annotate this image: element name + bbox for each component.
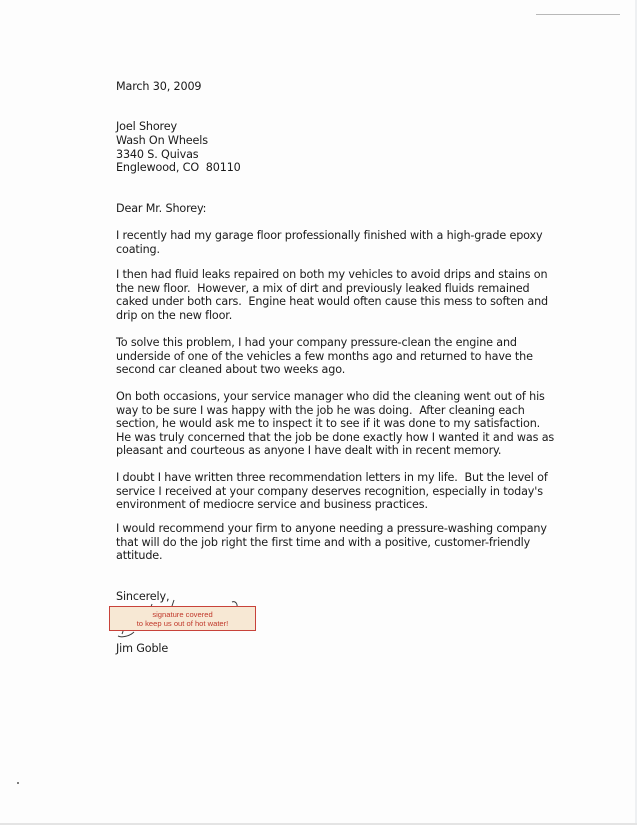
signer-name: Jim Goble bbox=[116, 642, 169, 655]
paragraph-line: I recently had my garage floor professionally finished with a high-grade epoxy bbox=[116, 229, 543, 242]
letter-date: March 30, 2009 bbox=[116, 80, 202, 93]
recipient-company: Wash On Wheels bbox=[116, 134, 208, 147]
paragraph-5 bbox=[116, 471, 548, 512]
scan-artifact-line bbox=[536, 14, 620, 15]
salutation: Dear Mr. Shorey: bbox=[116, 202, 207, 215]
paragraph-line: I would recommend your firm to anyone needing a pressure-washing company bbox=[116, 522, 547, 535]
paragraph-line: I doubt I have written three recommendation letters in my life. But the level of bbox=[116, 471, 548, 484]
paragraph-line: the new floor. However, a mix of dirt and previously leaked fluids remained bbox=[116, 281, 530, 295]
paragraph-line: way to be sure I was happy with the job he was doing. After cleaning each bbox=[116, 403, 525, 417]
paragraph-line: caked under both cars. Engine heat would often cause this mess to soften and bbox=[116, 295, 549, 309]
paragraph-line: second car cleaned about two weeks ago. bbox=[116, 363, 346, 377]
paragraph-line: I then had fluid leaks repaired on both my vehicles to avoid drips and stains on bbox=[116, 268, 548, 281]
paragraph-line: that will do the job right the first time and with a positive, customer-friendly bbox=[116, 535, 531, 549]
paragraph-line: coating. bbox=[116, 242, 160, 256]
paragraph-line: environment of mediocre service and business practices. bbox=[116, 498, 428, 512]
recipient-street: 3340 S. Quivas bbox=[116, 148, 199, 161]
paragraph-line: attitude. bbox=[116, 549, 163, 563]
paragraph-6 bbox=[116, 522, 547, 563]
scan-speck bbox=[17, 782, 19, 784]
signature-cover-label bbox=[109, 606, 256, 631]
closing: Sincerely, bbox=[116, 590, 170, 603]
recipient-name: Joel Shorey bbox=[116, 120, 177, 133]
paragraph-line: On both occasions, your service manager who did the cleaning went out of his bbox=[116, 390, 545, 403]
signature-cover-line2: to keep us out of hot water! bbox=[136, 619, 229, 628]
paragraph-2 bbox=[116, 268, 549, 322]
paragraph-line: To solve this problem, I had your company pressure-clean the engine and bbox=[116, 336, 517, 349]
recipient-city: Englewood, CO 80110 bbox=[116, 161, 241, 174]
paragraph-line: section, he would ask me to inspect it to see if it was done to my satisfaction. bbox=[116, 417, 541, 431]
paragraph-4 bbox=[116, 390, 555, 458]
paragraph-line: drip on the new floor. bbox=[116, 308, 233, 322]
signature-cover-line1: signature covered bbox=[152, 610, 213, 619]
paragraph-3 bbox=[116, 336, 536, 377]
paragraph-line: pleasant and courteous as anyone I have dealt with in recent memory. bbox=[116, 444, 502, 458]
paragraph-line: underside of one of the vehicles a few months ago and returned to have the bbox=[116, 349, 533, 363]
paragraph-line: service I received at your company deserves recognition, especially in today's bbox=[116, 484, 543, 498]
paragraph-line: He was truly concerned that the job be done exactly how I wanted it and was as bbox=[116, 430, 555, 444]
paragraph-1 bbox=[116, 229, 543, 256]
